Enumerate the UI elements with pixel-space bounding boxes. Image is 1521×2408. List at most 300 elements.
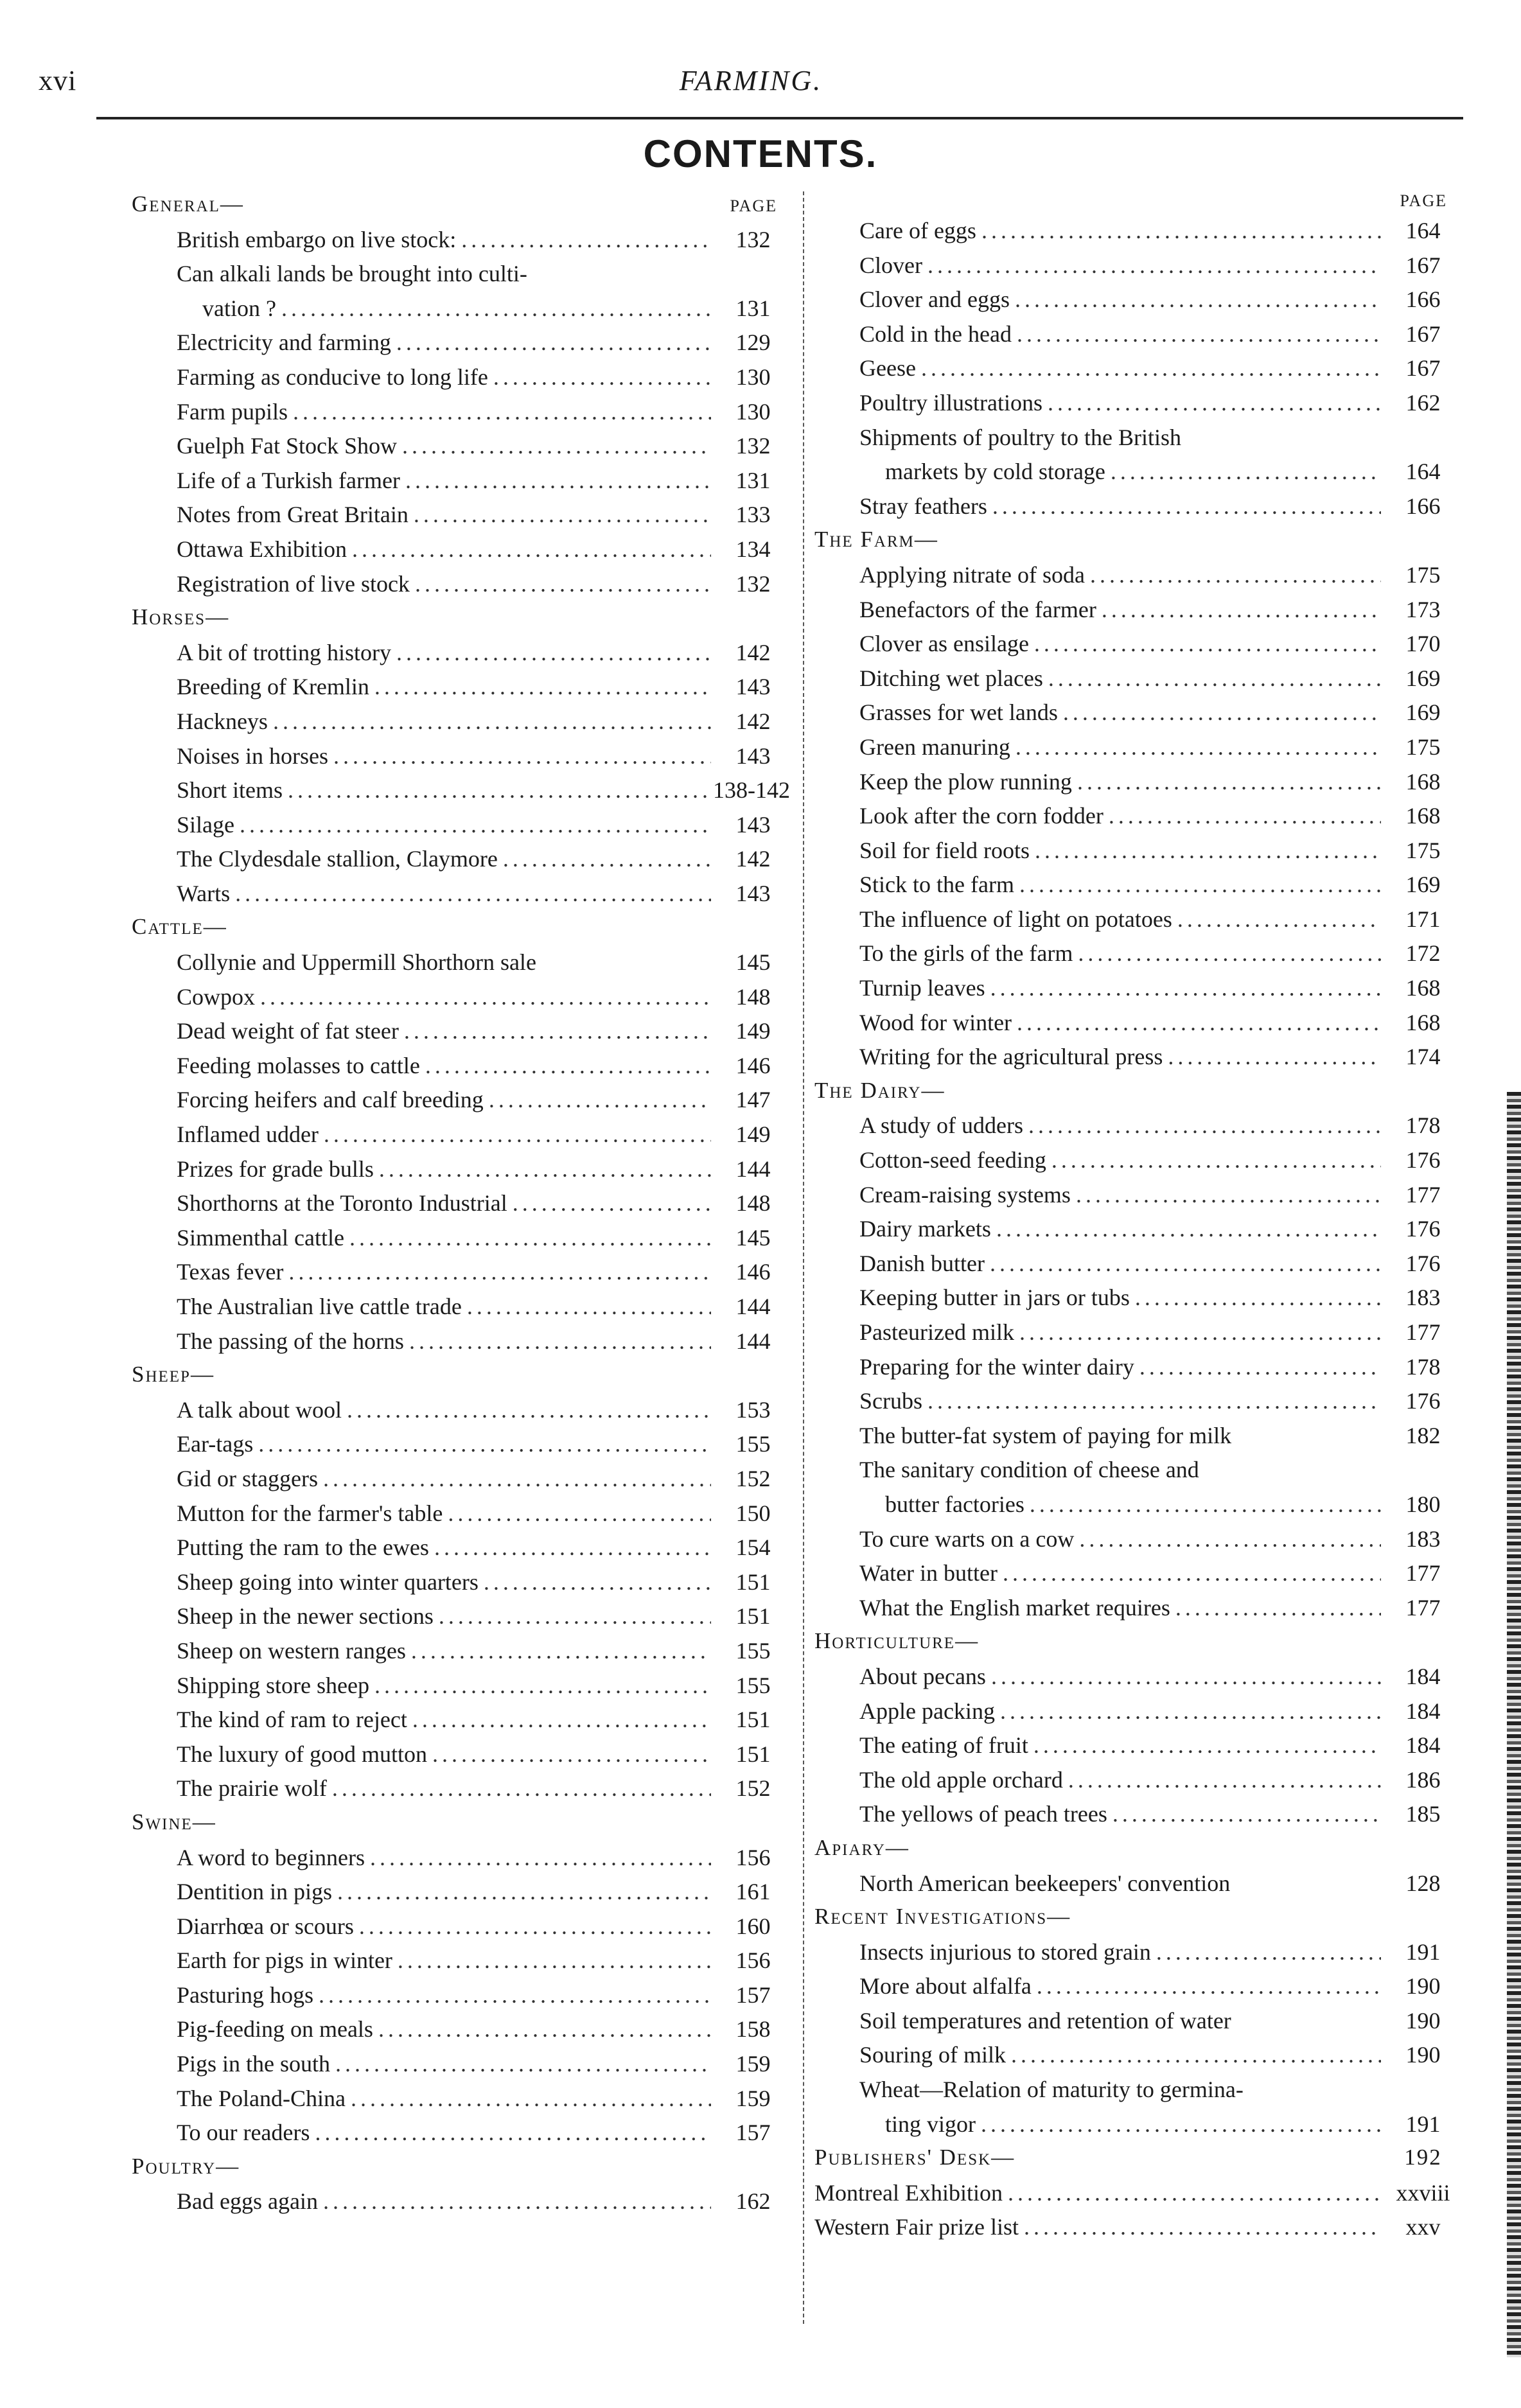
page-number: 177 [1405, 1560, 1441, 1586]
entry-title: Applying nitrate of soda [859, 561, 1085, 588]
contents-right-column [814, 191, 1460, 2248]
contents-entry [132, 1637, 790, 1672]
page-number: 192 [1404, 2145, 1442, 2170]
entry-title: A talk about wool [177, 1396, 342, 1423]
section-heading [814, 1628, 1460, 1663]
entry-title: Look after the corn fodder [859, 803, 1103, 829]
page-number: 143 [735, 743, 771, 769]
entry-title: What the English market requires [859, 1594, 1170, 1621]
page-number: 164 [1405, 218, 1441, 243]
page-number: 190 [1405, 1973, 1441, 1999]
entry-title: Stray feathers [859, 493, 987, 519]
page-number: 131 [735, 295, 771, 321]
contents-entry [132, 1121, 790, 1156]
contents-entry [814, 734, 1460, 768]
dot-leader [434, 1534, 711, 1561]
page-number: 151 [735, 1603, 771, 1630]
entry-title: The Australian live cattle trade [177, 1294, 462, 1319]
entry-title: Wood for winter [859, 1009, 1012, 1035]
contents-entry [814, 458, 1460, 493]
contents-entry [132, 2119, 790, 2154]
contents-entry [132, 880, 790, 915]
entry-title: A study of udders [859, 1112, 1023, 1139]
contents-entry [814, 1215, 1460, 1250]
dot-leader [411, 1637, 711, 1664]
dot-leader [1156, 1938, 1381, 1965]
page-number: 169 [1405, 665, 1441, 691]
page-number: 154 [735, 1534, 771, 1561]
dot-leader [315, 2119, 711, 2146]
header-rule [96, 117, 1463, 119]
entry-title: Clover and eggs [859, 286, 1010, 313]
dot-leader [1168, 1043, 1381, 1070]
page-number: 145 [735, 949, 771, 976]
dot-leader [414, 501, 711, 528]
entry-title: The sanitary condition of cheese and [859, 1457, 1199, 1483]
entry-title: Notes from Great Britain [177, 502, 409, 528]
contents-entry [814, 252, 1460, 286]
entry-title: Danish butter [859, 1250, 985, 1276]
contents-entry [814, 321, 1460, 355]
page-number: 166 [1405, 286, 1441, 313]
page-number: 176 [1405, 1250, 1441, 1276]
entry-title: Diarrhœa or scours [177, 1913, 354, 1939]
page-number: 183 [1405, 1285, 1441, 1311]
section-heading-label: Horses— [132, 604, 230, 630]
contents-entry [814, 1525, 1460, 1560]
dot-leader [448, 1500, 711, 1527]
contents-entry [132, 432, 790, 467]
dot-leader [432, 1741, 711, 1768]
section-heading-label: The Farm— [814, 527, 938, 552]
dot-leader [323, 2188, 711, 2215]
page-number: 149 [735, 1018, 771, 1044]
entry-title: Scrubs [859, 1388, 922, 1414]
dot-leader [258, 1430, 711, 1457]
contents-entry [814, 1560, 1460, 1594]
dot-leader [1051, 1147, 1381, 1173]
contents-entry [132, 2188, 790, 2222]
page-number: 185 [1405, 1801, 1441, 1827]
contents-entry [814, 286, 1460, 321]
entry-title: Prizes for grade bulls [177, 1156, 374, 1182]
page-number: 184 [1405, 1663, 1441, 1689]
contents-entry [814, 1870, 1460, 1904]
page-number: 144 [735, 1294, 771, 1319]
entry-title: North American beekeepers' convention [859, 1870, 1231, 1896]
entry-title: More about alfalfa [859, 1973, 1032, 1999]
contents-entry [814, 871, 1460, 906]
entry-title: The Poland-China [177, 2085, 346, 2111]
page-number: 191 [1405, 1938, 1441, 1965]
entry-title: Stick to the farm [859, 872, 1014, 898]
entry-title: Keeping butter in jars or tubs [859, 1285, 1130, 1311]
contents-entry [814, 2076, 1460, 2111]
page-number: 176 [1405, 1147, 1441, 1173]
entry-title: About pecans [859, 1663, 986, 1689]
contents-entry [132, 1775, 790, 1809]
contents-entry [814, 1250, 1460, 1285]
entry-title: Collynie and Uppermill Shorthorn sale [177, 949, 536, 976]
page-number: 191 [1405, 2111, 1441, 2137]
entry-title: Electricity and farming [177, 330, 391, 356]
entry-title: A bit of trotting history [177, 639, 392, 665]
dot-leader [467, 1293, 711, 1320]
contents-entry [132, 1465, 790, 1500]
contents-entry [814, 493, 1460, 527]
page-number: 177 [1405, 1181, 1441, 1208]
contents-entry [814, 1456, 1460, 1491]
contents-entry [132, 1258, 790, 1293]
page-number: 178 [1405, 1353, 1441, 1380]
entry-title: Dairy markets [859, 1216, 991, 1242]
contents-entry [814, 699, 1460, 734]
contents-entry [132, 536, 790, 570]
page-title: CONTENTS. [643, 132, 878, 175]
contents-entry [814, 1043, 1460, 1078]
page-number: 180 [1405, 1491, 1441, 1517]
contents-entry [814, 1663, 1460, 1698]
entry-title: butter factories [885, 1491, 1024, 1517]
page-number: 167 [1405, 252, 1441, 278]
entry-title: Turnip leaves [859, 975, 985, 1001]
entry-title: Benefactors of the farmer [859, 596, 1096, 622]
page-number: 166 [1405, 493, 1441, 519]
entry-title: Shipments of poultry to the British [859, 424, 1181, 450]
dot-leader [1090, 561, 1381, 588]
dot-leader [489, 1086, 711, 1113]
dot-leader [1079, 1525, 1381, 1552]
section-heading-label: The Dairy— [814, 1077, 945, 1103]
entry-title: The passing of the horns [177, 1328, 404, 1354]
entry-title: Can alkali lands be brought into culti- [177, 261, 527, 287]
contents-entry [814, 1422, 1460, 1457]
page-number: 131 [735, 467, 771, 493]
dot-leader [398, 1947, 711, 1974]
contents-left-column [132, 191, 790, 2222]
scanned-page-edge [1507, 1092, 1521, 2357]
page-number: 143 [735, 811, 771, 838]
entry-title: Farming as conducive to long life [177, 364, 488, 390]
entry-title: Cream-raising systems [859, 1181, 1071, 1208]
section-heading [132, 604, 790, 639]
page-number: 160 [735, 1913, 771, 1939]
contents-entry [132, 398, 790, 433]
dot-leader [425, 1052, 711, 1079]
page-number: 177 [1405, 1319, 1441, 1345]
page-number: 152 [735, 1775, 771, 1802]
contents-entry [132, 2050, 790, 2085]
dot-leader [1076, 1181, 1381, 1208]
contents-entry [132, 1603, 790, 1637]
entry-title: The butter-fat system of paying for milk [859, 1422, 1232, 1448]
contents-entry [132, 467, 790, 502]
running-head: FARMING. [679, 65, 823, 96]
page-number: 172 [1405, 940, 1441, 967]
page-number: 142 [735, 639, 771, 665]
contents-entry [132, 777, 790, 811]
entry-title: Bad eggs again [177, 2188, 318, 2215]
page-number: 132 [735, 433, 771, 459]
entry-title: Hackneys [177, 708, 268, 734]
dot-leader [1033, 1732, 1381, 1759]
entry-title: Texas fever [177, 1259, 284, 1285]
entry-title: Preparing for the winter dairy [859, 1353, 1134, 1380]
page-number: 148 [735, 983, 771, 1010]
entry-title: Wheat—Relation of maturity to germina- [859, 2077, 1244, 2103]
contents-entry [814, 974, 1460, 1009]
page-number: 151 [735, 1707, 771, 1733]
entry-title: Geese [859, 355, 916, 382]
contents-entry [814, 940, 1460, 974]
contents-entry [814, 665, 1460, 699]
contents-entry [132, 570, 790, 605]
contents-entry [132, 1396, 790, 1431]
dot-leader [396, 639, 711, 666]
dot-leader [324, 1121, 711, 1148]
dot-leader [405, 467, 711, 494]
section-heading-label: Horticulture— [814, 1628, 980, 1654]
contents-entry [814, 2213, 1460, 2248]
dot-leader [1030, 1491, 1381, 1518]
entry-title: Clover [859, 252, 922, 278]
page-number: 159 [735, 2051, 771, 2077]
page-number: 149 [735, 1121, 771, 1148]
page-number: 174 [1405, 1044, 1441, 1070]
contents-entry [132, 1052, 790, 1087]
dot-leader [1112, 1800, 1381, 1827]
page-number: 176 [1405, 1388, 1441, 1414]
entry-title: Inflamed udder [177, 1121, 319, 1148]
dot-leader [404, 1017, 711, 1044]
contents-entry [814, 1491, 1460, 1525]
section-heading [814, 1078, 1460, 1112]
dot-leader [1177, 906, 1381, 933]
section-heading [814, 1904, 1460, 1938]
page-number: 175 [1405, 837, 1441, 863]
dot-leader [1015, 734, 1381, 760]
page-number: 175 [1405, 561, 1441, 588]
page-number: 169 [1405, 699, 1441, 726]
section-heading [132, 1809, 790, 1844]
dot-leader [928, 1387, 1381, 1414]
dot-leader [323, 1465, 711, 1492]
contents-entry [814, 1800, 1460, 1835]
dot-leader [379, 1156, 711, 1182]
contents-entry [132, 329, 790, 364]
dot-leader [1003, 1560, 1381, 1586]
contents-entry [132, 1430, 790, 1465]
entry-title: Short items [177, 777, 283, 804]
section-heading-label: Swine— [132, 1809, 216, 1834]
section-heading-label: Sheep— [132, 1362, 215, 1387]
contents-entry [132, 845, 790, 880]
dot-leader [1028, 1112, 1381, 1139]
contents-entry [132, 1982, 790, 2016]
contents-entry [132, 2085, 790, 2120]
entry-title: Registration of live stock [177, 570, 410, 597]
contents-entry [132, 983, 790, 1018]
contents-entry [814, 1766, 1460, 1801]
entry-title: Soil for field roots [859, 837, 1030, 863]
dot-leader [260, 983, 711, 1010]
dot-leader [347, 1396, 711, 1423]
page-column-heading: PAGE [730, 197, 777, 215]
page-number: 153 [735, 1396, 771, 1423]
page-number: 152 [735, 1465, 771, 1491]
entry-title: Shorthorns at the Toronto Industrial [177, 1190, 507, 1217]
entry-title: To our readers [177, 2120, 310, 2146]
dot-leader [396, 329, 711, 356]
dot-leader [335, 2050, 711, 2077]
dot-leader [921, 355, 1381, 382]
page-number: 130 [735, 364, 771, 390]
section-heading-label: Cattle— [132, 914, 227, 940]
dot-leader [319, 1982, 711, 2008]
dot-leader [981, 2111, 1381, 2138]
page-number: 159 [735, 2085, 771, 2111]
dot-leader [1019, 1319, 1381, 1346]
dot-leader [293, 398, 711, 425]
entry-title: To cure warts on a cow [859, 1525, 1075, 1552]
contents-entry [814, 2041, 1460, 2076]
section-heading [814, 1835, 1460, 1870]
page-number: 164 [1405, 459, 1441, 485]
entry-title: Warts [177, 880, 231, 906]
entry-title: Farm pupils [177, 398, 288, 425]
entry-title: Cotton-seed feeding [859, 1147, 1046, 1173]
page-number: 157 [735, 2120, 771, 2146]
contents-entry [132, 1947, 790, 1982]
dot-leader [503, 845, 711, 872]
page-number: 173 [1405, 596, 1441, 622]
entry-title: Water in butter [859, 1560, 998, 1586]
entry-title: Apple packing [859, 1698, 995, 1724]
contents-entry [814, 1284, 1460, 1319]
contents-entry [814, 837, 1460, 872]
entry-title: Pasturing hogs [177, 1982, 314, 2008]
entry-title: Gid or staggers [177, 1465, 318, 1491]
page-number: 151 [735, 1569, 771, 1595]
column-divider [803, 191, 804, 2324]
contents-entry [132, 1672, 790, 1707]
contents-entry [814, 1732, 1460, 1766]
contents-entry [814, 1181, 1460, 1216]
dot-leader [337, 1878, 711, 1905]
entry-title: Soil temperatures and retention of water [859, 2007, 1231, 2034]
page-number: 130 [735, 398, 771, 425]
entry-title: Sheep on western ranges [177, 1637, 406, 1664]
entry-title: Sheep going into winter quarters [177, 1569, 479, 1595]
right-column-entries [814, 191, 1460, 2248]
dot-leader [409, 1328, 711, 1355]
contents-entry [132, 639, 790, 674]
contents-entry [132, 673, 790, 708]
contents-entry [814, 1938, 1460, 1973]
dot-leader [412, 1706, 711, 1733]
page-number: 171 [1405, 906, 1441, 932]
entry-title: The yellows of peach trees [859, 1801, 1107, 1827]
dot-leader [1109, 802, 1381, 829]
page-number: 167 [1405, 321, 1441, 347]
contents-entry [132, 1156, 790, 1190]
contents-entry [814, 596, 1460, 631]
dot-leader [349, 1224, 711, 1251]
dot-leader [1078, 940, 1381, 967]
dot-leader [981, 217, 1381, 244]
dot-leader [378, 2016, 711, 2043]
entry-title: Green manuring [859, 734, 1010, 760]
entry-title: Putting the ram to the ewes [177, 1534, 429, 1561]
contents-entry [132, 708, 790, 743]
contents-entry [132, 226, 790, 261]
dot-leader [1017, 1009, 1381, 1036]
dot-leader [1175, 1594, 1381, 1621]
dot-leader [1048, 665, 1381, 692]
page-number: 132 [735, 570, 771, 597]
contents-entry [132, 1293, 790, 1328]
contents-entry [814, 217, 1460, 252]
page-number: 155 [735, 1637, 771, 1664]
page-number: 168 [1405, 1009, 1441, 1035]
dot-leader [990, 1250, 1381, 1277]
contents-entry [132, 1086, 790, 1121]
section-heading-label: Apiary— [814, 1834, 910, 1860]
page-number: 145 [735, 1224, 771, 1251]
contents-entry [132, 1913, 790, 1947]
entry-title: Ditching wet places [859, 665, 1043, 691]
contents-entry [814, 355, 1460, 389]
page-number: 146 [735, 1259, 771, 1285]
entry-title: Writing for the agricultural press [859, 1044, 1163, 1070]
entry-title: Keep the plow running [859, 768, 1072, 795]
dot-leader [990, 974, 1381, 1001]
entry-title: Grasses for wet lands [859, 699, 1058, 726]
section-heading [814, 527, 1460, 561]
entry-title: The old apple orchard [859, 1766, 1063, 1793]
section-heading [132, 2154, 790, 2188]
section-heading [132, 914, 790, 949]
dot-leader [288, 777, 708, 804]
entry-title: Ear-tags [177, 1431, 254, 1457]
dot-leader [1034, 630, 1381, 657]
entry-title: The kind of ram to reject [177, 1707, 407, 1733]
page-number: xxviii [1396, 2179, 1450, 2206]
page-folio: xvi [39, 65, 77, 96]
entry-title: The eating of fruit [859, 1732, 1028, 1759]
page-number: 184 [1405, 1698, 1441, 1724]
dot-leader [1017, 321, 1381, 347]
entry-title: Cold in the head [859, 321, 1012, 347]
entry-title: Montreal Exhibition [814, 2179, 1003, 2206]
section-heading-label: General— [132, 191, 244, 216]
page-number: 144 [735, 1156, 771, 1182]
entry-title: The influence of light on potatoes [859, 906, 1172, 932]
contents-entry [814, 1112, 1460, 1147]
section-heading [132, 191, 790, 226]
entry-title: Simmenthal cattle [177, 1224, 344, 1251]
contents-entry [132, 1844, 790, 1879]
dot-leader [332, 1775, 711, 1802]
page-number: 147 [735, 1087, 771, 1113]
contents-entry [814, 768, 1460, 803]
contents-entry [814, 630, 1460, 665]
dot-leader [402, 432, 711, 459]
page-number: 143 [735, 674, 771, 700]
entry-title: Ottawa Exhibition [177, 536, 347, 562]
entry-title: Pig-feeding on meals [177, 2016, 373, 2043]
contents-entry [814, 1698, 1460, 1732]
